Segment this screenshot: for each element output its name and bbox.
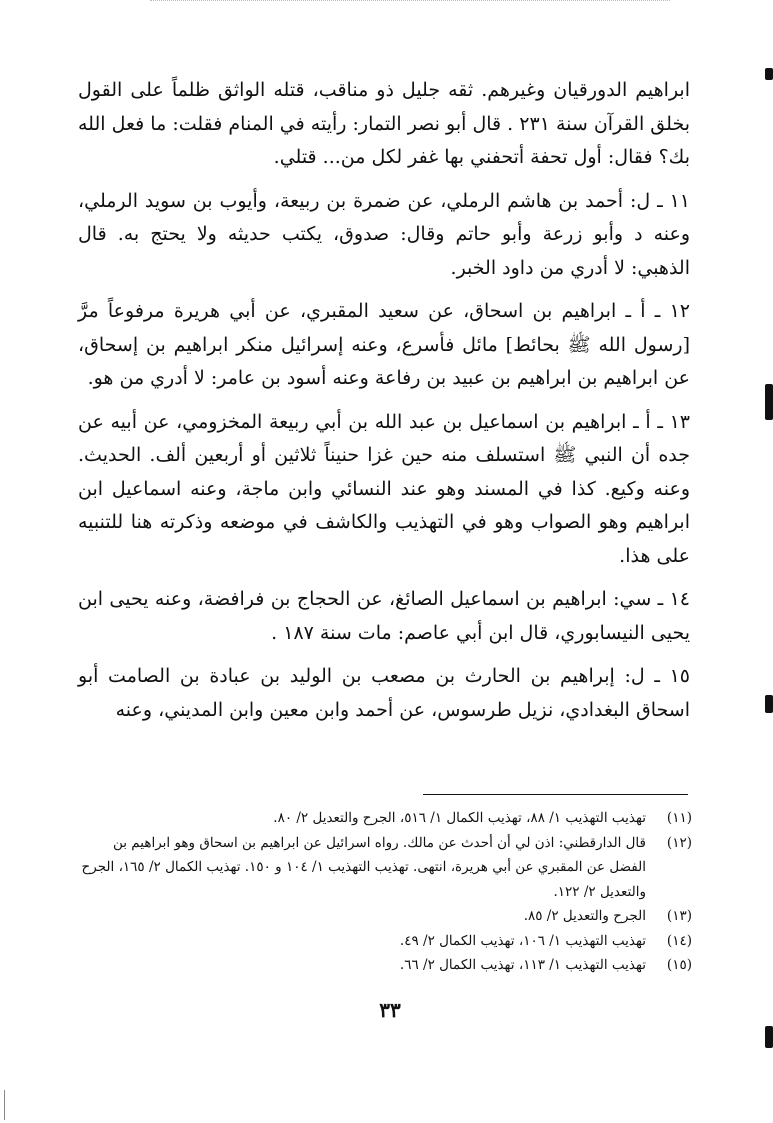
entry-13: ١٣ ـ أ ـ ابراهيم بن اسماعيل بن عبد الله بن أبي ربيعة المخزومي، عن أبيه عن جده أن النبي ﷺ استسلف منه حين غزا حنيناً ثلاثين أو أربعين ألف. الحديث. وعنه وكيع. كذا في المسند وهو عند النسائي وابن ماجة، وعنه اسماعيل ابن ابراهيم وهو الصواب وهو في التهذيب والكاشف في موضعه وذكرته هنا للتنبيه على هذا. [78,410,690,567]
main-text [78,74,690,729]
footnote-number: (١٥) [666,957,692,973]
footnote-number: (١٤) [666,932,692,949]
scan-edge-mark [765,68,773,80]
footnote-text: تهذيب التهذيب ١/ ١١٣، تهذيب الكمال ٢/ ٦٦. [399,957,646,973]
footnote-number: (١٣) [666,908,692,924]
footnote-number: (١٢) [666,834,692,851]
scan-left-edge [4,1090,5,1120]
footnote [80,953,692,978]
footnote [80,904,692,929]
entry-11: ١١ ـ ل: أحمد بن هاشم الرملي، عن ضمرة بن ربيعة، وأيوب بن سويد الرملي، وعنه د وأبو زرعة وأبو حاتم وقال: صدوق، يكتب حديثه ولا يحتج به. قال الذهبي: لا أدري من داود الخبر. [78,189,690,279]
scan-top-edge [150,0,670,11]
scan-edge-mark [765,1026,773,1048]
entry-14: ١٤ ـ سي: ابراهيم بن اسماعيل الصائغ، عن الحجاج بن فرافضة، وعنه يحيى ابن يحيى النيسابوري، قال ابن أبي عاصم: مات سنة ١٨٧ . [78,588,690,644]
footnotes [80,806,692,978]
footnote-number: (١١) [666,810,692,826]
entry-12: ١٢ ـ أ ـ ابراهيم بن اسحاق، عن سعيد المقبري، عن أبي هريرة مرفوعاً مرَّ [رسول الله ﷺ بحائط] مائل فأسرع، وعنه إسرائيل منكر ابراهيم بن إسحاق، عن ابراهيم بن ابراهيم بن عبيد بن رفاعة وعنه أسود بن عامر: لا أدري من هو. [78,300,690,389]
paragraph-continuation: ابراهيم الدورقيان وغيرهم. ثقه جليل ذو مناقب، قتله الواثق ظلماً على القول بخلق القرآن سنة ٢٣١ . قال أبو نصر التمار: رأيته في المنام فقلت: ما فعل الله بك؟ فقال: أول تحفة أتحفني بها غفر لكل من... قتلي. [78,79,690,168]
footnote-text: الجرح والتعديل ٢/ ٨٥. [523,908,646,924]
footnote [80,929,692,954]
footnote-divider [423,794,688,795]
footnote [80,806,692,831]
entry-15: ١٥ ـ ل: إبراهيم بن الحارث بن مصعب بن الوليد بن عبادة بن الصامت أبو اسحاق البغدادي، نزيل طرسوس، عن أحمد وابن معين وابن المديني، وعنه [78,665,690,721]
scan-edge-mark [765,384,773,420]
footnote-text: تهذيب التهذيب ١/ ١٠٦، تهذيب الكمال ٢/ ٤٩. [399,932,646,949]
scan-edge-mark [765,695,773,713]
footnote [80,831,692,905]
footnote-text: قال الدارقطني: اذن لي أن أحدث عن مالك. رواه اسرائيل عن ابراهيم بن اسحاق وهو ابراهيم بن الفضل عن المقبري عن أبي هريرة، انتهى. تهذيب التهذيب ١/ ١٠٤ و ١٥٠. تهذيب الكمال ٢/ ١٦٥، الجرح والتعديل ٢/ ١٢٢. [81,834,646,900]
page-number: ٣٣ [379,998,401,1022]
footnote-text: تهذيب التهذيب ١/ ٨٨، تهذيب الكمال ١/ ٥١٦، الجرح والتعديل ٢/ ٨٠. [273,810,646,826]
